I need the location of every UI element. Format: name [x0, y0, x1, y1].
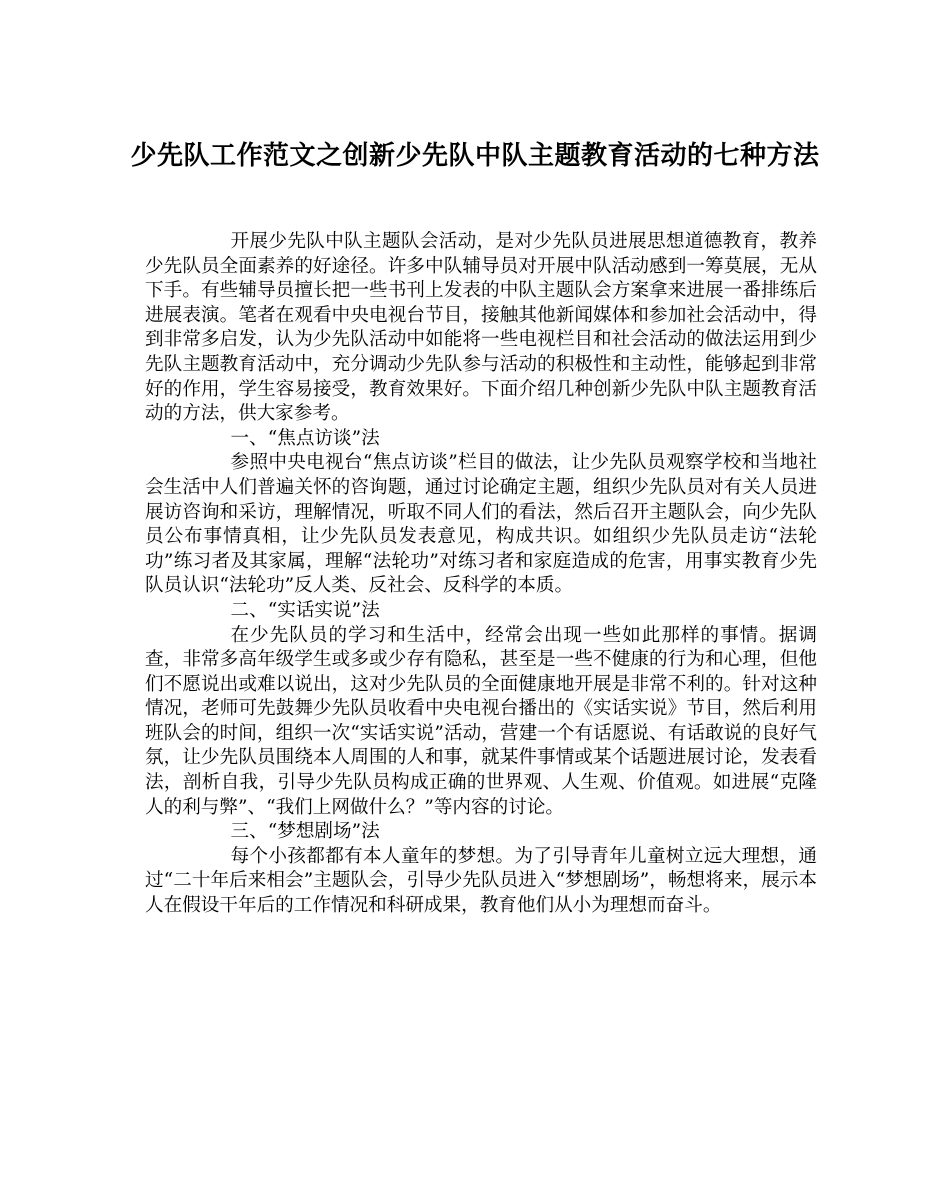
section-paragraph-2: 在少先队员的学习和生活中，经常会出现一些如此那样的事情。据调查，非常多高年级学生或多或少存有隐私，甚至是一些不健康的行为和心理，但他们不愿说出或难以说出，这对少先队员的全面健康地开展是非常不利的。针对这种情况，老师可先鼓舞少先队员收看中央电视台播出的《实话实说》节目，然后利用班队会的时间，组织一次“实话实说”活动，营建一个有话愿说、有话敢说的良好气氛，让少先队员围绕本人周围的人和事，就某件事情或某个话题进展讨论，发表看法，剖析自我，引导少先队员构成正确的世界观、人生观、价值观。如进展“克隆人的利与弊”、“我们上网做什么？”等内容的讨论。 — [145, 624, 817, 818]
section-heading-2: 二、“实话实说”法 — [230, 599, 380, 621]
section-heading-1: 一、“焦点访谈”法 — [230, 427, 380, 449]
section-paragraph-3: 每个小孩都都有本人童年的梦想。为了引导青年儿童树立远大理想，通过“二十年后来相会”主题队会，引导少先队员进入“梦想剧场”，畅想将来，展示本人在假设干年后的工作情况和科研成果，教育他们从小为理想而奋斗。 — [145, 845, 817, 917]
intro-paragraph: 开展少先队中队主题队会活动，是对少先队员进展思想道德教育，教养少先队员全面素养的好途径。许多中队辅导员对开展中队活动感到一筹莫展，无从下手。有些辅导员擅长把一些书刊上发表的中队主题队会方案拿来进展一番排练后进展表演。笔者在观看中央电视台节目，接触其他新闻媒体和参加社会活动中，得到非常多启发，认为少先队活动中如能将一些电视栏目和社会活动的做法运用到少先队主题教育活动中，充分调动少先队参与活动的积极性和主动性，能够起到非常好的作用，学生容易接受，教育效果好。下面介绍几种创新少先队中队主题教育活动的方法，供大家参考。 — [145, 231, 817, 425]
section-paragraph-1: 参照中央电视台“焦点访谈”栏目的做法，让少先队员观察学校和当地社会生活中人们普遍关怀的咨询题，通过讨论确定主题，组织少先队员对有关人员进展访咨询和采访，理解情况，听取不同人们的看法，然后召开主题队会，向少先队员公布事情真相，让少先队员发表意见，构成共识。如组织少先队员走访“法轮功”练习者及其家属，理解“法轮功”对练习者和家庭造成的危害，用事实教育少先队员认识“法轮功”反人类、反社会、反科学的本质。 — [145, 452, 817, 597]
section-heading-3: 三、“梦想剧场”法 — [230, 821, 380, 843]
document-title: 少先队工作范文之创新少先队中队主题教育活动的七种方法 — [130, 141, 820, 171]
document-body — [145, 230, 817, 919]
